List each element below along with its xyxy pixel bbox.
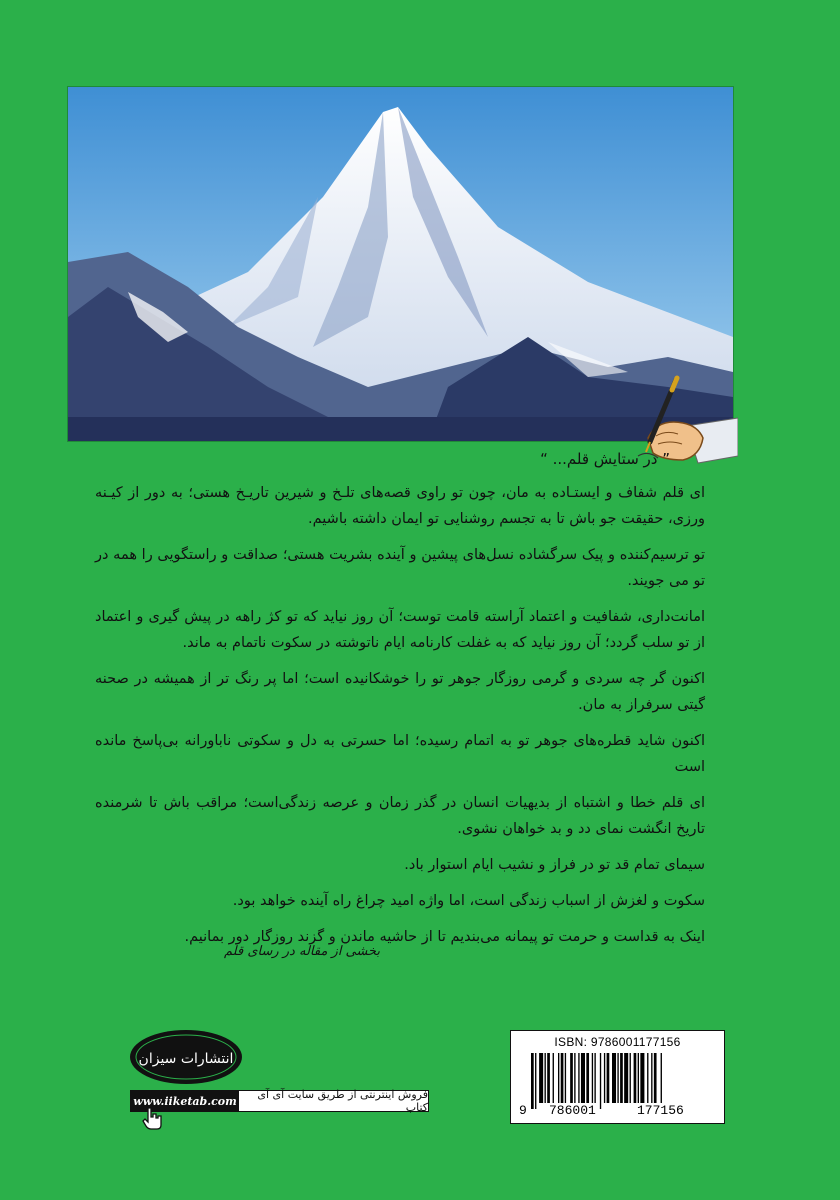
barcode-bar [624, 1053, 628, 1103]
publisher-logo [128, 1028, 244, 1086]
barcode-bar [651, 1053, 652, 1103]
paragraph: سکوت و لغزش از اسباب زندگی است، اما واژه امید چراغ راه آینده خواهد بود. [232, 893, 705, 909]
paragraph: اکنون شاید قطره‌های جوهر تو به اتمام رسیده؛ اما حسرتی به دل و سکوتی ناباورانه بی‌پاسخ مانده است [95, 733, 705, 775]
barcode-bar [535, 1053, 536, 1109]
online-sale-text: فروش اینترنتی از طریق سایت آی آی کتاب [239, 1091, 428, 1111]
barcode-bar [604, 1053, 605, 1103]
pointer-hand-icon [140, 1106, 164, 1130]
paragraph: اینک به قداست و حرمت تو پیمانه می‌بندیم تا از حاشیه ماندن و گزند روزگار دور بمانیم. [184, 929, 705, 945]
barcode-bar [634, 1053, 637, 1103]
barcode-bar [539, 1053, 543, 1103]
barcode-bar [581, 1053, 585, 1103]
paragraph: ای قلم شفاف و ایستـاده به مان، چون تو راوی قصه‌های تلـخ و شیرین تاریـخ هستی؛ به دور از کیـنه ورزی، حقیقت جو باش تا به تجسم روشنایی تو ایمان داشته باشیم. [95, 485, 705, 527]
paragraph: سیمای تمام قد تو در فراز و نشیب ایام استوار باد. [404, 857, 705, 873]
barcode-bar [592, 1053, 593, 1103]
poem-title: ” در ستایش قلم... “ [540, 450, 670, 468]
paragraph: تو ترسیم‌کننده و پیک سرگشاده نسل‌های پیشین و آینده بشریت هستی؛ صداقت و راستگویی را همه در تو می جویند. [95, 547, 705, 589]
barcode-bar [574, 1053, 575, 1103]
barcode-bar [620, 1053, 623, 1103]
barcode-bar [600, 1053, 601, 1109]
barcode-bar [630, 1053, 631, 1103]
isbn-digit-group: 177156 [637, 1103, 684, 1118]
barcode-bar [586, 1053, 589, 1103]
paragraph: ای قلم خطا و اشتباه از بدیهیات انسان در گذر زمان و عرصه زندگی‌است؛ مراقب باش تا شرمنده تاریخ انگشت نمای دد و بد خواهان نشوی. [95, 795, 705, 837]
barcode-bar [565, 1053, 566, 1103]
barcode-bar [612, 1053, 616, 1103]
source-credit: بخشی از مقاله در رسای قلم [224, 944, 380, 959]
isbn-digit-group: 9 [519, 1103, 527, 1118]
barcode-bar [531, 1053, 534, 1109]
barcode-bar [617, 1053, 618, 1103]
isbn-digit-group: 786001 [549, 1103, 596, 1118]
publisher-logo-text: انتشارات سیزان [138, 1051, 234, 1067]
poem-body [95, 480, 705, 960]
barcode-bar [558, 1053, 559, 1103]
barcode-bar [654, 1053, 657, 1109]
online-sale-bar [130, 1090, 429, 1112]
isbn-label: ISBN: 9786001177156 [554, 1035, 681, 1049]
barcode-bar [561, 1053, 564, 1103]
barcode-bar [570, 1053, 573, 1103]
isbn-digits [511, 1103, 724, 1119]
barcode [531, 1053, 717, 1109]
barcode-bar [553, 1053, 554, 1103]
barcode-bar [640, 1053, 644, 1103]
barcode-bar [647, 1053, 648, 1103]
barcode-bar [594, 1053, 595, 1109]
barcode-bar [547, 1053, 550, 1103]
isbn-barcode [510, 1030, 725, 1124]
barcode-bar [545, 1053, 546, 1103]
barcode-bar [578, 1053, 579, 1103]
barcode-bar [638, 1053, 639, 1103]
barcode-bar [607, 1053, 610, 1103]
barcode-bar [661, 1053, 662, 1109]
paragraph: امانت‌داری، شفافیت و اعتماد آراسته قامت توست؛ آن روز نیاید که تو کژ راهه در پیش گیری و اعتماد از تو سلب گردد؛ آن روز نیاید که به غفلت کارنامه ایام ناتوشته در سکوت ناتمام به ماند. [95, 609, 705, 651]
paragraph: اکنون گر چه سردی و گرمی روزگار جوهر تو را خوشکانیده است؛ اما پر رنگ تر از همیشه در صحنه گیتی سرفراز به مان. [95, 671, 705, 713]
website-link[interactable]: www.iiketab.com [131, 1091, 239, 1111]
